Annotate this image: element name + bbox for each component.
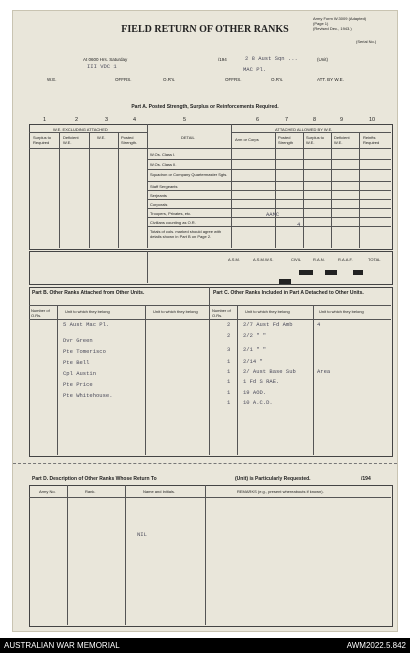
attached-allowed-label: ATTACHED ALLOWED BY W.E. xyxy=(275,127,333,132)
col-number: 9 xyxy=(340,117,344,123)
part-c-col: Unit to which they belong xyxy=(245,309,290,314)
part-c-count: 1 xyxy=(227,368,231,375)
part-c-unit: 1 Fd S RAE. xyxy=(243,378,280,385)
part-c-unit: 10 A.C.D. xyxy=(243,399,273,406)
header-date-tail: /194 xyxy=(218,57,227,62)
part-d-box xyxy=(29,485,393,627)
col-number: 2 xyxy=(75,117,79,123)
col-number: 4 xyxy=(133,117,137,123)
part-c-title: Part C. Other Ranks Included in Part A Detached to Other Units. xyxy=(213,290,364,296)
part-c-count: 1 xyxy=(227,378,231,385)
part-d-col: Name and Initials. xyxy=(143,489,176,494)
detail-row: Troopers, Privates, etc. xyxy=(150,211,192,216)
typed-we: III VDC 1 xyxy=(87,63,117,70)
part-b-entry: Pte Price xyxy=(63,381,93,388)
col-head: Deficient W.E. xyxy=(334,135,350,145)
totals-label: CIVIL xyxy=(291,257,302,262)
form-ref-line: Army Form W.3009 (Adapted) xyxy=(313,16,367,21)
totals-label: R.A.N. xyxy=(313,257,325,262)
header-at: At 0600 Hrs. Saturday xyxy=(83,57,128,62)
part-c-unit: 2/ Aust Base Sub xyxy=(243,368,296,375)
header-we: W.E. xyxy=(47,77,57,82)
part-b-entry: Cpl Austin xyxy=(63,370,97,377)
part-c-count: 1 xyxy=(227,358,231,365)
detail-row: Civilians counting as O.R. xyxy=(150,220,196,225)
form-sheet xyxy=(12,10,398,632)
col-number: 1 xyxy=(43,117,47,123)
part-c-unit: 19 AOD. xyxy=(243,389,267,396)
header-offrs2: OFFRS. xyxy=(225,77,242,82)
form-ref-line: (Page 1) xyxy=(313,21,329,26)
part-c-col: Unit to which they belong xyxy=(319,309,364,314)
col-head: Surplus to W.E. xyxy=(306,135,325,145)
header-ors: O.R's. xyxy=(163,77,176,82)
part-c-count: 1 xyxy=(227,389,231,396)
col-number: 3 xyxy=(105,117,109,123)
col-number: 5 xyxy=(183,117,187,123)
part-c-count: 1 xyxy=(227,399,231,406)
we-excluding-label: W.E. EXCLUDING ATTACHED xyxy=(53,127,108,132)
header-unit: (Unit) xyxy=(317,57,328,62)
nil-entry: NIL xyxy=(137,531,147,538)
col-number: 7 xyxy=(285,117,289,123)
header-offrs: OFFRS. xyxy=(115,77,132,82)
footer-right: AWM2022.5.842 xyxy=(346,641,406,650)
part-c-unit: 2/1 " " xyxy=(243,346,267,353)
part-c-count: 2 xyxy=(227,332,231,339)
form-ref-line: (Revised Dec., 1943.) xyxy=(313,26,352,31)
totals-label: TOTAL xyxy=(368,257,381,262)
typed-unit: 2 8 Aust Sqn ... xyxy=(245,55,298,62)
form-title: FIELD RETURN OF OTHER RANKS xyxy=(121,24,289,35)
part-c-extra: 4 xyxy=(317,321,321,328)
totals-label: R.A.A.F. xyxy=(338,257,353,262)
typed-arm: AAMC xyxy=(266,211,280,218)
part-d-col: Army No. xyxy=(39,489,56,494)
part-b-col: Unit to which they belong xyxy=(65,309,110,314)
col-head: W.E. xyxy=(97,135,106,140)
part-c-unit: 2/14 " xyxy=(243,358,263,365)
detail-row: W.Os. Class I. xyxy=(150,152,176,157)
footer-left: AUSTRALIAN WAR MEMORIAL xyxy=(4,641,120,650)
part-c-unit: 2/7 Aust Fd Amb xyxy=(243,321,293,328)
part-b-entry: Dvr Green xyxy=(63,337,93,344)
part-b-entry: 5 Aust Mac Pl. xyxy=(63,321,110,328)
part-b-entry: Pte Bell xyxy=(63,359,90,366)
part-b-col: Number of O.Rs. xyxy=(31,308,50,318)
col-number: 6 xyxy=(256,117,260,123)
totals-label: A.S.M.W.S. xyxy=(253,257,274,262)
col-head: Deficient W.E. xyxy=(63,135,79,145)
part-c-extra: Area xyxy=(317,368,331,375)
part-b-title: Part B. Other Ranks Attached from Other Units. xyxy=(32,290,145,296)
col-number: 8 xyxy=(313,117,317,123)
col-head: Posted Strength. xyxy=(121,135,138,145)
part-c-count: 2 xyxy=(227,321,231,328)
totals-label: A.S.M. xyxy=(228,257,241,262)
part-a-title: Part A. Posted Strength, Surplus or Reinforcements Required. xyxy=(131,104,279,110)
col-head: Posted Strength xyxy=(278,135,294,145)
col-head: Reinfts Required xyxy=(363,135,380,145)
part-d-col: Rank. xyxy=(85,489,96,494)
archive-footer xyxy=(0,638,410,653)
col-number: 10 xyxy=(369,117,376,123)
detail-row: Squadron or Company Quartermaster Sgts. xyxy=(150,172,228,177)
part-b-entry: Pte Tomerisco xyxy=(63,348,106,355)
detail-row: W.Os. Class II. xyxy=(150,162,177,167)
col-head: Arm or Corps xyxy=(235,137,259,142)
part-c-unit: 2/2 " " xyxy=(243,332,267,339)
header-ors2: O.R's. xyxy=(271,77,284,82)
fold-line xyxy=(13,463,397,464)
part-d-title: Part D. Description of Other Ranks Whose Return To xyxy=(32,476,157,482)
col-head: Surplus to Required xyxy=(33,135,52,145)
header-att: ATT. BY W.E. xyxy=(317,77,344,82)
typed-mac: MAC Pl. xyxy=(243,66,267,73)
detail-row: Totals of cols. marked should agree with details shown in Part B on Page 2. xyxy=(150,229,222,239)
detail-row: Serjeants xyxy=(150,193,167,198)
part-d-date: /194 xyxy=(361,476,371,482)
serial-number-label: (Serial No.) xyxy=(356,39,377,44)
detail-row: Corporals xyxy=(150,202,168,207)
detail-row: Staff Sergeants xyxy=(150,184,178,189)
typed-count: 4 xyxy=(297,221,301,228)
part-d-col: REMARKS (e.g., present whereabouts if known). xyxy=(237,489,324,494)
part-c-col: Number of O.Rs. xyxy=(212,308,231,318)
col-head: DETAIL xyxy=(181,135,195,140)
part-d-tail: (Unit) is Particularly Requested. xyxy=(235,476,311,482)
part-b-entry: Pte Whitehouse. xyxy=(63,392,113,399)
part-b-col: Unit to which they belong xyxy=(153,309,198,314)
part-c-count: 3 xyxy=(227,346,231,353)
